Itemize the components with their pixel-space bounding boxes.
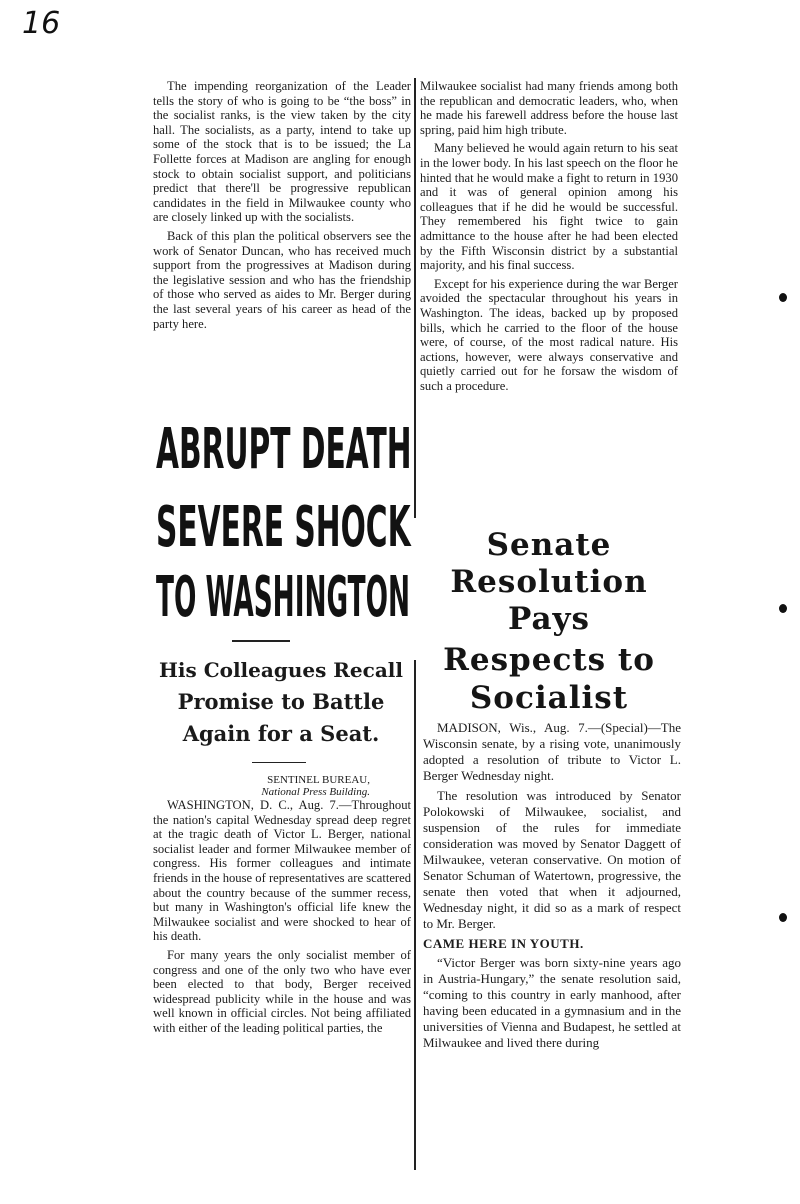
washington-story bbox=[153, 798, 411, 1040]
sub-headline-line-1: His Colleagues Recall bbox=[158, 658, 403, 682]
senate-headline-line-2: Resolution bbox=[450, 564, 648, 600]
sub-headline-line-3: Again for a Seat. bbox=[182, 721, 380, 746]
left-column-story bbox=[153, 79, 411, 335]
senate-headline-line-1: Senate bbox=[486, 527, 612, 563]
column-rule-bottom bbox=[414, 660, 416, 1170]
main-headline-line-1: ABRUPT DEATH bbox=[156, 417, 412, 482]
column-rule-top bbox=[414, 78, 416, 518]
binder-hole-top bbox=[779, 293, 787, 302]
left-paragraph-1: The impending reorganization of the Leader tells the story of who is going to be “the boss” in the socialist ranks, is the view taken by the city hall. The socialists, as a party, intend to take up some of the stock that is to be issued; the La Follette forces at Madison are angling for enough stock to obtain socialist support, and politicians predict that there'll be progressive republican candidates in the field in Milwaukee county who are closely linked up with the socialists. bbox=[153, 79, 411, 225]
sub-headline-line-2: Promise to Battle bbox=[177, 689, 385, 714]
bureau-dateline bbox=[240, 774, 370, 798]
madison-subhead: CAME HERE IN YOUTH. bbox=[423, 936, 584, 951]
headline-divider bbox=[232, 640, 290, 642]
left-paragraph-2: Back of this plan the political observers see the work of Senator Duncan, who has received much support from the progressives at Madison during the legislative session and who has the friendship of those who served as aides to Mr. Berger during the last several years of his career as head of the party here. bbox=[153, 228, 411, 331]
washington-paragraph-1: WASHINGTON, D. C., Aug. 7.—Throughout the nation's capital Wednesday spread deep regret at the tragic death of Victor L. Berger, national socialist leader and former Milwaukee member of congress. His former colleagues and intimate friends in the house of representatives are scattered about the country because of the summer recess, but many in Washington's official life knew the Milwaukee socialist and were shocked to hear of his death. bbox=[153, 798, 411, 944]
senate-headline-line-3: Pays bbox=[507, 601, 591, 637]
bureau-name: SENTINEL BUREAU, bbox=[267, 774, 370, 786]
madison-paragraph-3: “Victor Berger was born sixty-nine years ago in Austria-Hungary,” the senate resolution said, “coming to this country in early manhood, after having been educated in a gymnasium and in the universities of Vienna and Budapest, he settled at Milwaukee and lived there during bbox=[423, 955, 681, 1050]
senate-headline-line-5: Socialist bbox=[469, 680, 629, 716]
right-paragraph-1: Milwaukee socialist had many friends among both the republican and democratic leaders, who, when he made his farewell address before the house last spring, paid him high tribute. bbox=[420, 79, 678, 137]
right-paragraph-3: Except for his experience during the war Berger avoided the spectacular throughout his years in Washington. The ideas, backed up by proposed bills, which he carried to the floor of the house were, of course, of the most radical nature. His actions, however, were always conservative and quietly carried out for he forsaw the wisdom of such a procedure. bbox=[420, 276, 678, 393]
binder-hole-middle bbox=[779, 604, 787, 613]
page-number: 16 bbox=[22, 6, 61, 41]
senate-headline-line-4: Respects to bbox=[443, 642, 655, 678]
subhead-divider bbox=[252, 762, 306, 763]
right-paragraph-2: Many believed he would again return to his seat in the lower body. In his last speech on the floor he hinted that he would make a fight to return in 1930 and it was of general opinion among his colleagues that if he did he would be successful. They remembered his fight twice to gain admittance to the house after he had been elected by the Fifth Wisconsin district by a substantial majority, and his final success. bbox=[420, 141, 678, 273]
main-headline-line-2: SEVERE SHOCK bbox=[156, 495, 411, 560]
main-headline-line-3: TO WASHINGTON bbox=[156, 565, 411, 630]
madison-paragraph-2: The resolution was introduced by Senator Polokowski of Milwaukee, socialist, and suspension of the rules for immediate consideration was moved by Senator Daggett of Milwaukee, veteran conservative. On motion of Senator Schuman of Watertown, progressive, the senate then voted that when it adjourned, Wednesday night, it did so as a mark of respect to Mr. Berger. bbox=[423, 788, 681, 931]
madison-story bbox=[423, 720, 681, 1055]
washington-paragraph-2: For many years the only socialist member of congress and one of the only two who have ever been elected to that body, Berger received widespread publicity while in the house and was well known in official circles. Not being affiliated with either of the leading political parties, the bbox=[153, 947, 411, 1035]
binder-hole-bottom bbox=[779, 913, 787, 922]
bureau-building: National Press Building. bbox=[261, 786, 370, 798]
right-column-top-story bbox=[420, 79, 678, 397]
madison-paragraph-1: MADISON, Wis., Aug. 7.—(Special)—The Wisconsin senate, by a rising vote, unanimously adopted a resolution of tribute to Victor L. Berger Wednesday night. bbox=[423, 720, 681, 783]
